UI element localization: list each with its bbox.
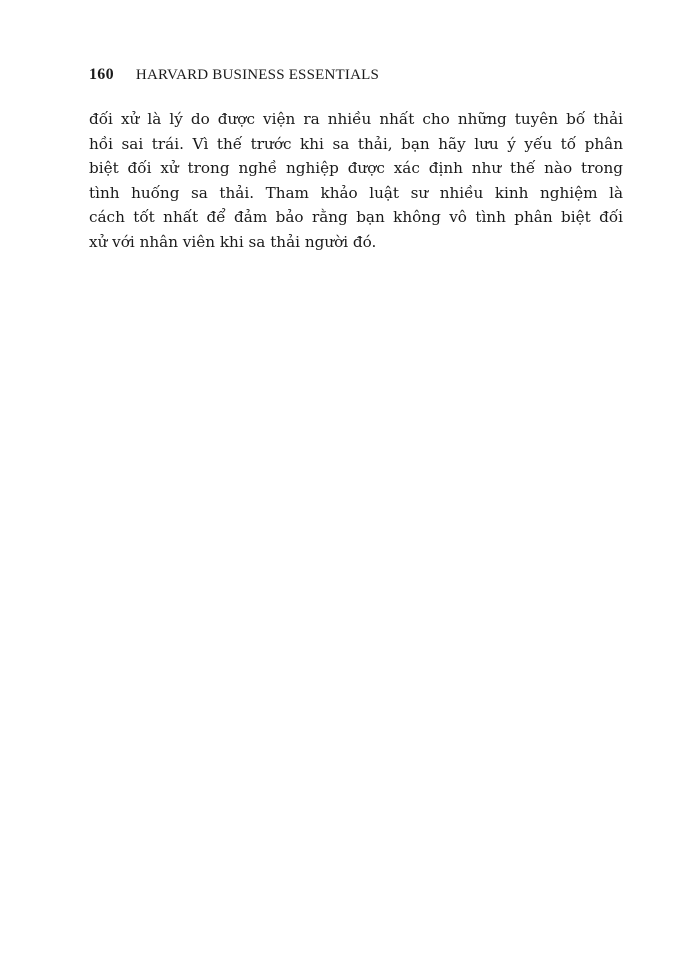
running-header	[89, 66, 379, 86]
text-line: biệt đối xử trong nghề nghiệp được xác định như thế nào trong	[89, 159, 623, 178]
text-line: tình huống sa thải. Tham khảo luật sư nhiều kinh nghiệm là	[89, 183, 623, 202]
text-line: đối xử là lý do được viện ra nhiều nhất cho những tuyên bố thải	[89, 110, 623, 128]
page-number: 160	[89, 66, 114, 83]
text-line: cách tốt nhất để đảm bảo rằng bạn không vô tình phân biệt đối	[89, 208, 623, 227]
body-paragraph	[89, 107, 623, 255]
text-line: hồi sai trái. Vì thế trước khi sa thải, bạn hãy lưu ý yếu tố phân	[89, 134, 623, 153]
text-line: xử với nhân viên khi sa thải người đó.	[89, 232, 377, 251]
book-title: HARVARD BUSINESS ESSENTIALS	[135, 67, 380, 83]
